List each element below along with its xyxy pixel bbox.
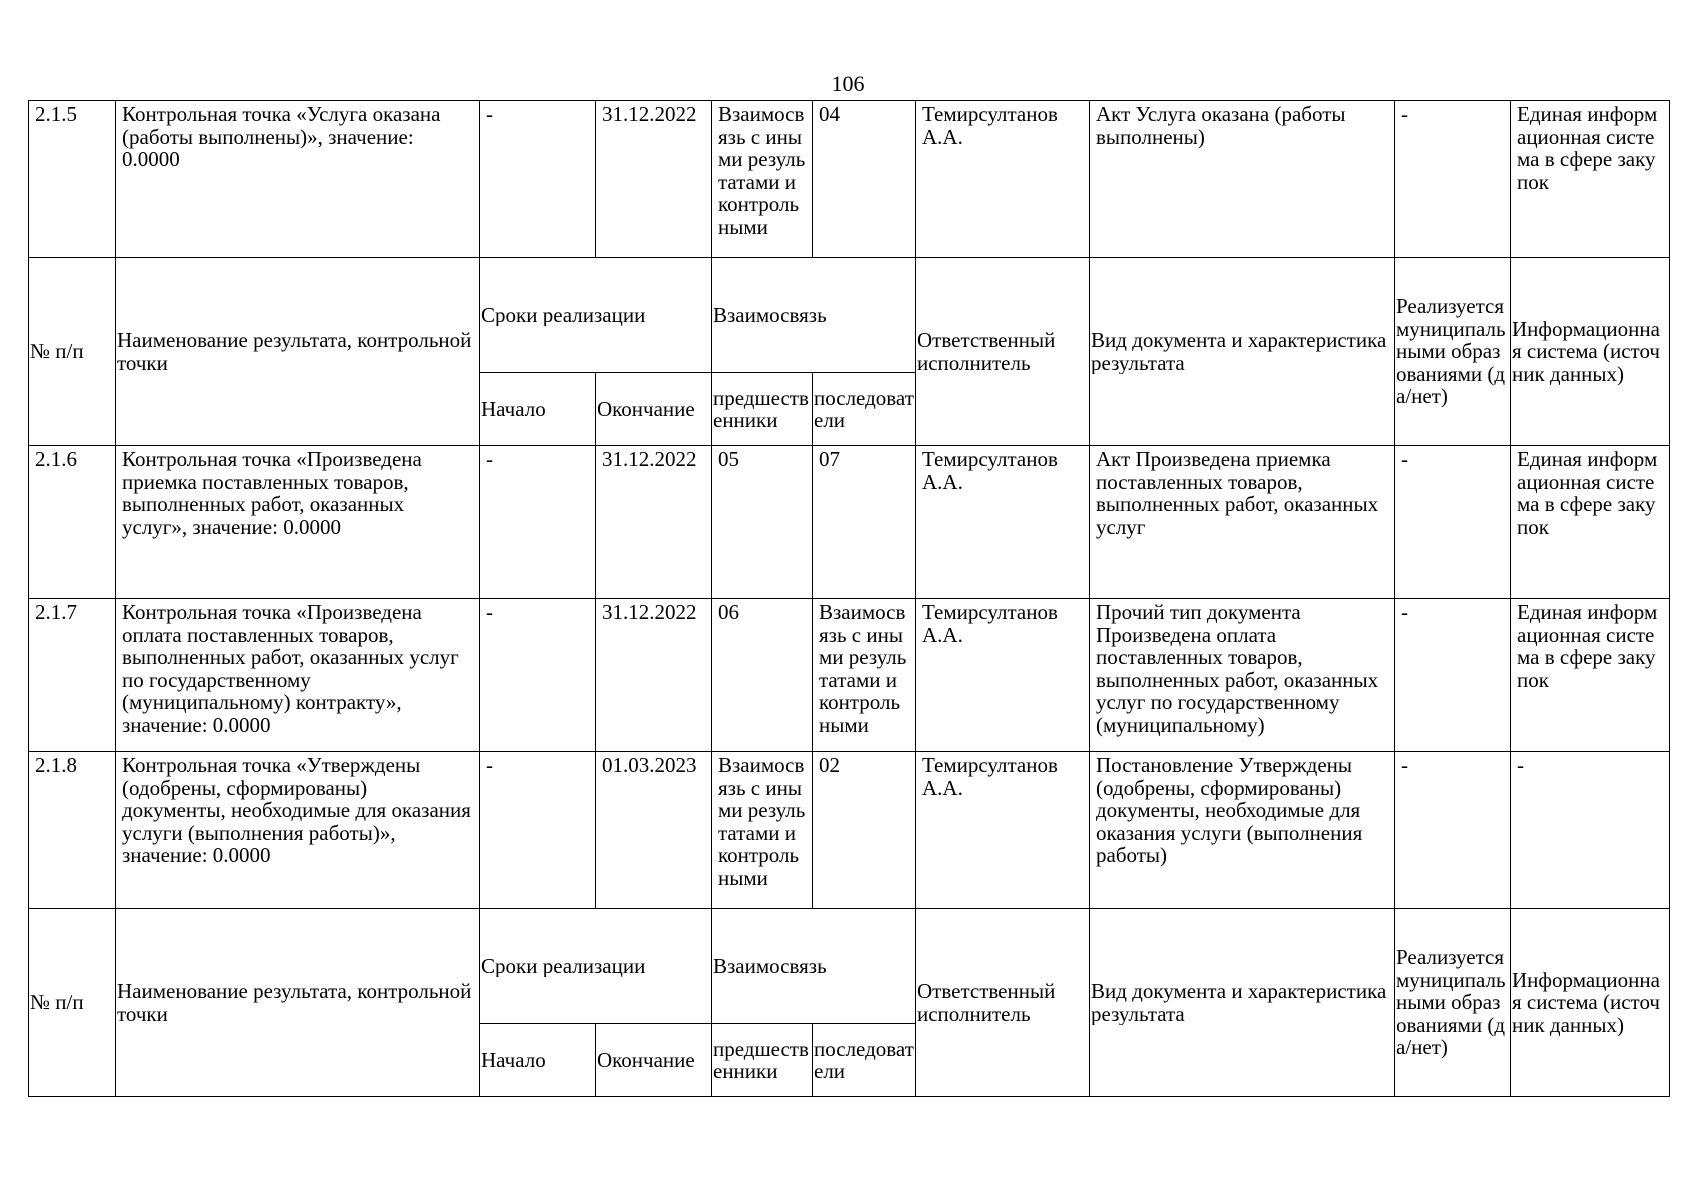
page-number: 106 (831, 71, 865, 96)
start-date: - (486, 753, 493, 777)
municipal-flag: - (1401, 600, 1408, 624)
info-system: Единая информационная система в сфере закупок (1517, 600, 1658, 692)
header-document: Вид документа и характеристика результата (1091, 329, 1387, 374)
header-info: Информационная система (источник данных) (1512, 317, 1660, 386)
end-date: 31.12.2022 (602, 447, 697, 471)
successors: 04 (819, 102, 840, 126)
end-date: 01.03.2023 (602, 753, 697, 777)
start-date: - (486, 102, 493, 126)
municipal-flag: - (1401, 753, 1408, 777)
results-table (28, 100, 1670, 1097)
table-row (29, 446, 1670, 599)
header-link: Взаимосвязь (713, 303, 827, 327)
end-date: 31.12.2022 (602, 102, 697, 126)
document-type: Постановление Утверждены (одобрены, сформированы) документы, необходимые для оказания услуги (выполнения работы) (1096, 753, 1363, 867)
header-start: Начало (481, 397, 546, 421)
info-system: Единая информационная система в сфере закупок (1517, 447, 1658, 539)
successors: Взаимосвязь с иными результатами и контрольными (819, 600, 907, 737)
header-terms: Сроки реализации (481, 303, 646, 327)
start-date: - (486, 600, 493, 624)
result-name: Контрольная точка «Утверждены (одобрены, сформированы) документы, необходимые для оказания услуги (выполнения работы)», значение: 0.0000 (122, 753, 471, 867)
result-name: Контрольная точка «Услуга оказана (работы выполнены)», значение: 0.0000 (122, 102, 441, 171)
successors: 07 (819, 447, 840, 471)
predecessors: 06 (718, 600, 739, 624)
header-name: Наименование результата, контрольной точки (117, 329, 472, 374)
document-type: Прочий тип документа Произведена оплата поставленных товаров, выполненных работ, оказанных услуг по государственному (муниципальному) (1096, 600, 1379, 737)
header-row (29, 258, 1670, 373)
responsible: Темирсултанов А.А. (922, 447, 1058, 494)
end-date: 31.12.2022 (602, 600, 697, 624)
header-terms: Сроки реализации (481, 954, 646, 978)
header-name: Наименование результата, контрольной точки (117, 980, 472, 1025)
predecessors: 05 (718, 447, 739, 471)
header-municipal: Реализуется муниципальными образованиями (да/нет) (1396, 946, 1506, 1059)
header-row (29, 909, 1670, 1024)
row-number: 2.1.8 (35, 753, 77, 777)
row-number: 2.1.6 (35, 447, 77, 471)
header-link: Взаимосвязь (713, 954, 827, 978)
header-predecessors: предшественники (713, 1037, 809, 1083)
document-type: Акт Произведена приемка поставленных товаров, выполненных работ, оказанных услуг (1096, 447, 1379, 539)
predecessors: Взаимосвязь с иными результатами и контрольными (718, 102, 806, 239)
info-system: Единая информационная система в сфере закупок (1517, 102, 1658, 194)
header-end: Окончание (597, 1048, 695, 1072)
header-start: Начало (481, 1048, 546, 1072)
header-num: № п/п (30, 340, 84, 363)
header-successors: последователи (814, 386, 914, 432)
document-type: Акт Услуга оказана (работы выполнены) (1096, 102, 1346, 149)
result-name: Контрольная точка «Произведена оплата поставленных товаров, выполненных работ, оказанных услуг по государственному (муниципальному) контракту», значение: 0.0000 (122, 600, 459, 737)
header-predecessors: предшественники (713, 386, 809, 432)
result-name: Контрольная точка «Произведена приемка поставленных товаров, выполненных работ, оказанных услуг», значение: 0.0000 (122, 447, 422, 539)
responsible: Темирсултанов А.А. (922, 102, 1058, 149)
header-end: Окончание (597, 397, 695, 421)
table-row (29, 101, 1670, 258)
responsible: Темирсултанов А.А. (922, 753, 1058, 800)
municipal-flag: - (1401, 447, 1408, 471)
start-date: - (486, 447, 493, 471)
row-number: 2.1.7 (35, 600, 77, 624)
predecessors: Взаимосвязь с иными результатами и контрольными (718, 753, 806, 890)
row-number: 2.1.5 (35, 102, 77, 126)
table-row (29, 599, 1670, 752)
header-responsible: Ответственный исполнитель (917, 980, 1056, 1025)
header-responsible: Ответственный исполнитель (917, 329, 1056, 374)
responsible: Темирсултанов А.А. (922, 600, 1058, 647)
successors: 02 (819, 753, 840, 777)
header-successors: последователи (814, 1037, 914, 1083)
header-municipal: Реализуется муниципальными образованиями (да/нет) (1396, 295, 1506, 408)
header-info: Информационная система (источник данных) (1512, 968, 1660, 1037)
table-row (29, 752, 1670, 909)
header-document: Вид документа и характеристика результата (1091, 980, 1387, 1025)
municipal-flag: - (1401, 102, 1408, 126)
info-system: - (1517, 753, 1524, 777)
header-num: № п/п (30, 991, 84, 1014)
